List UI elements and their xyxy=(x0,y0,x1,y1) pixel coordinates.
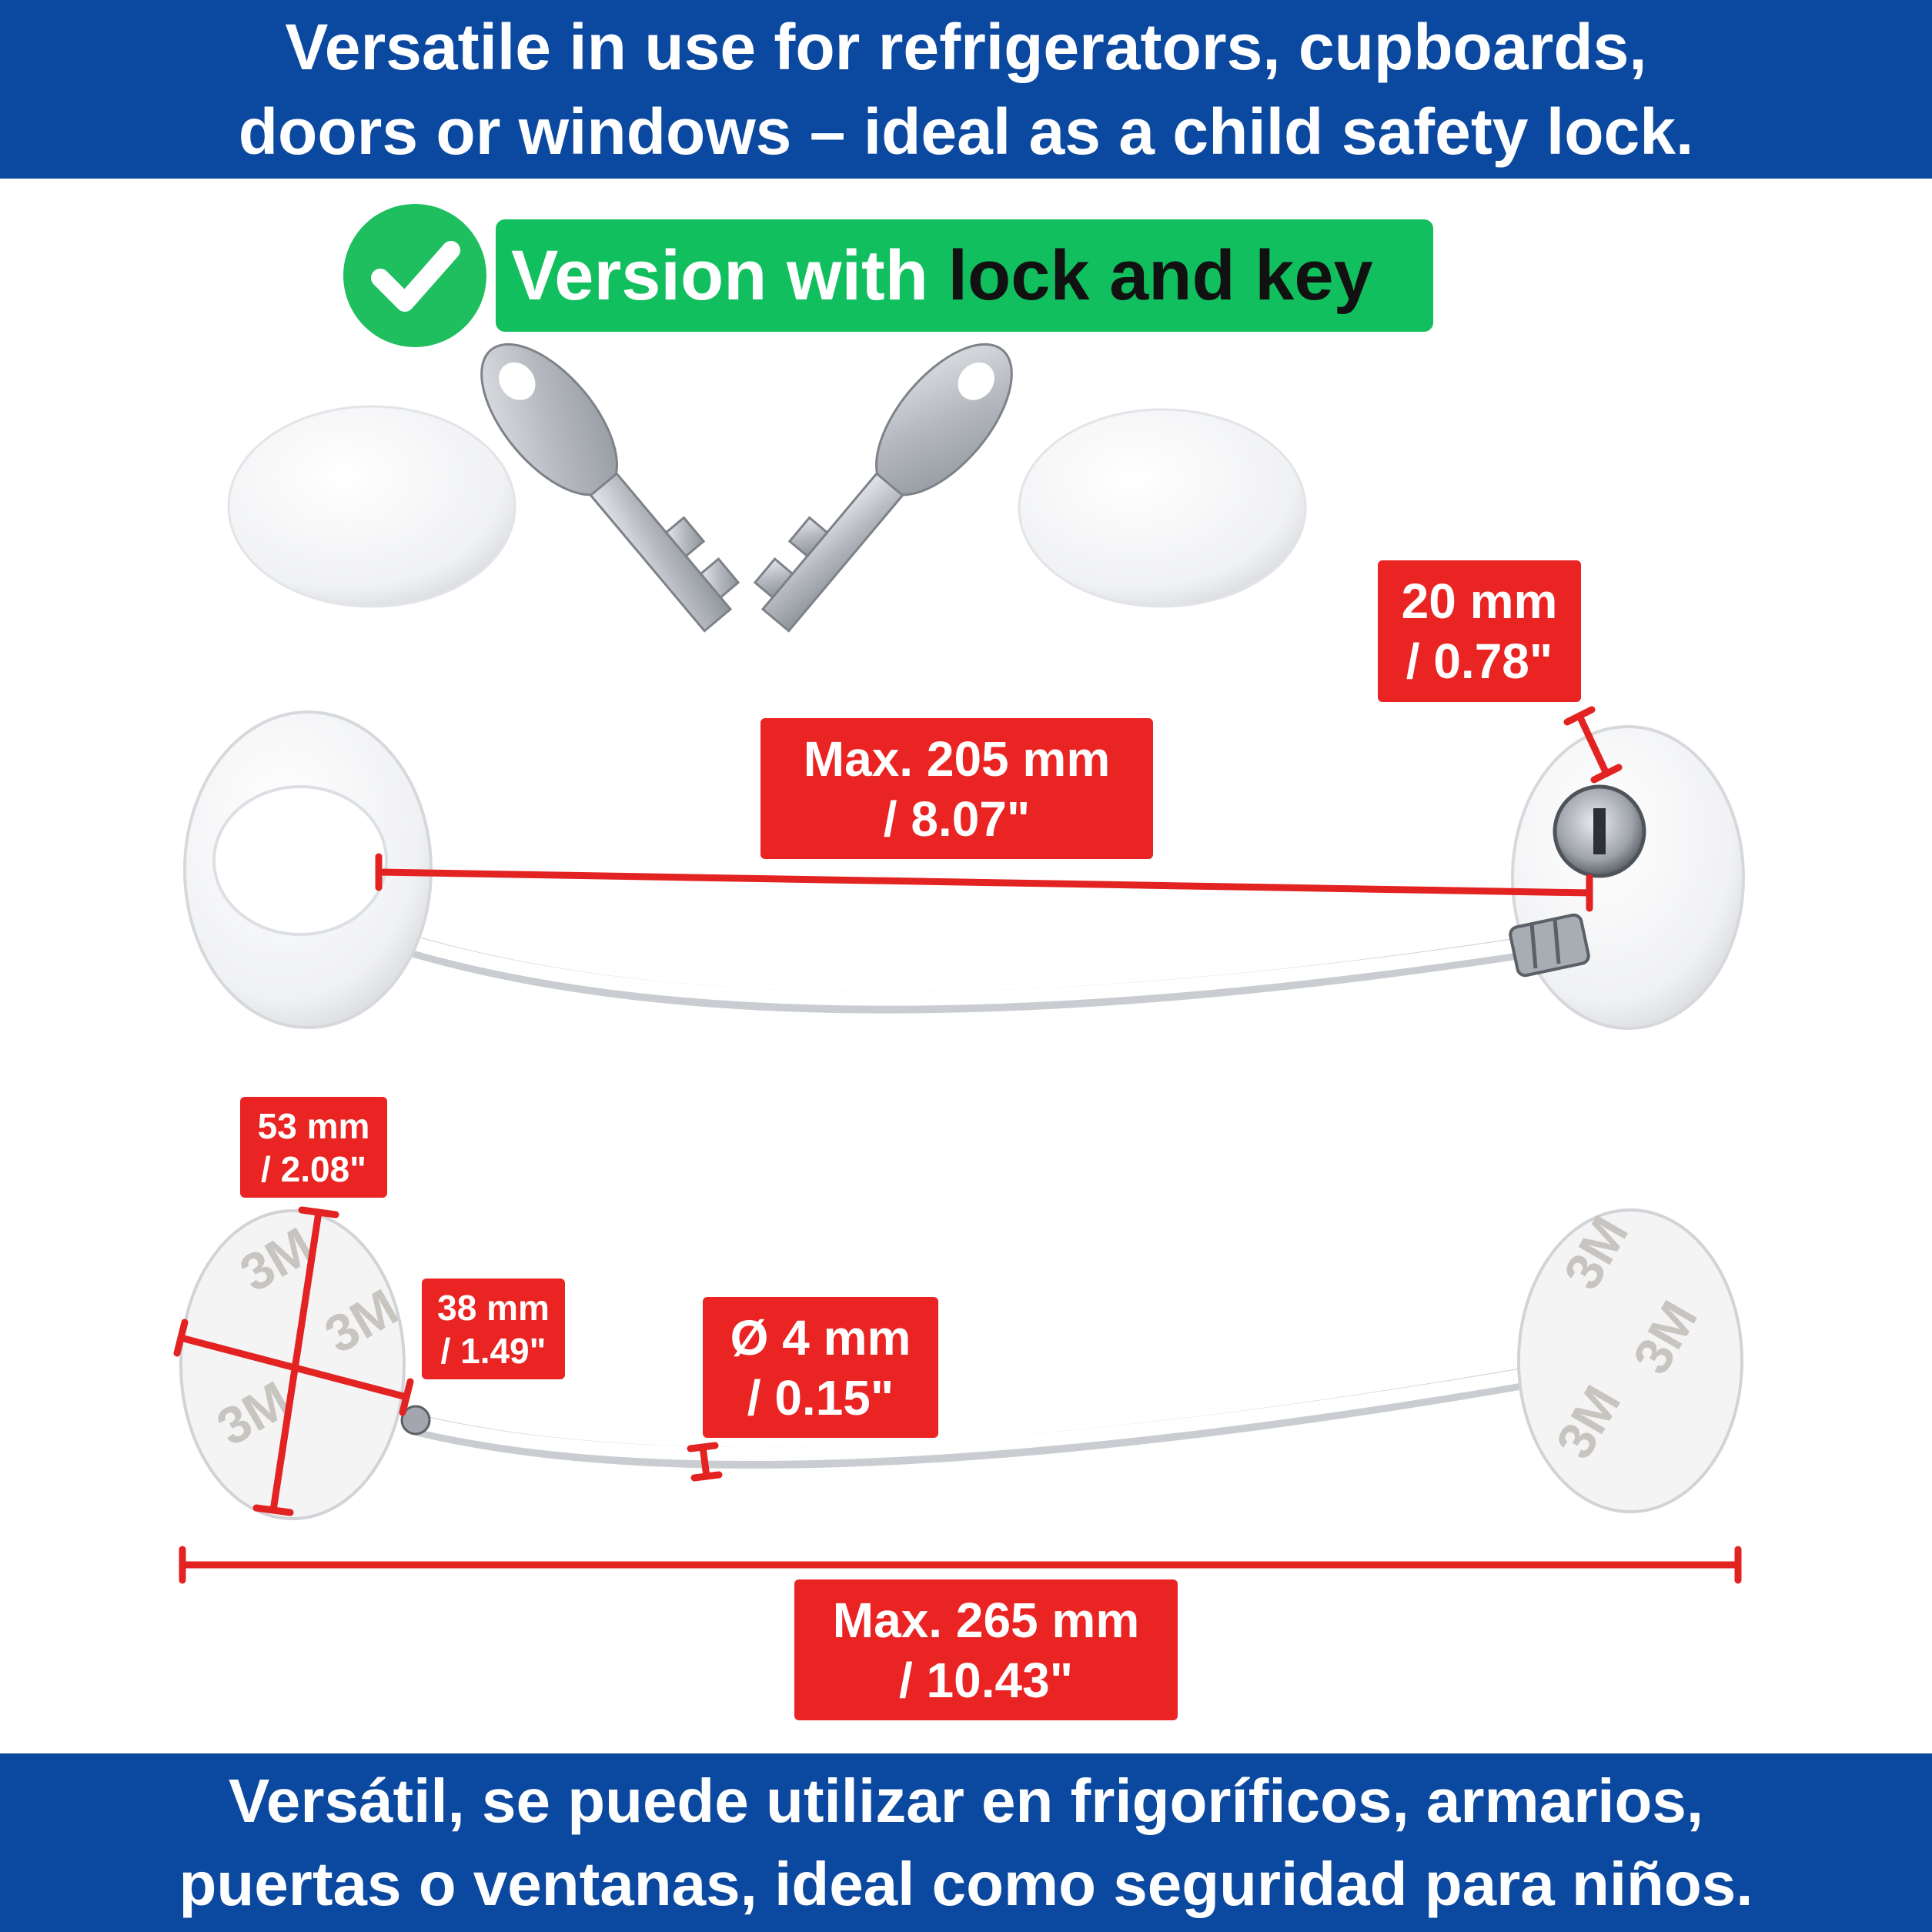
svg-text:3M: 3M xyxy=(207,1369,300,1457)
svg-text:3M: 3M xyxy=(1622,1291,1710,1384)
label-lock-height-line1: 20 mm xyxy=(1401,573,1558,629)
label-pad-width-line2: / 1.49" xyxy=(440,1330,547,1371)
label-lock-height-line2: / 0.78" xyxy=(1406,633,1553,689)
label-cable-diameter xyxy=(703,1297,938,1438)
spare-disc-right xyxy=(1019,409,1305,607)
label-total-length-line2: / 10.43" xyxy=(898,1652,1074,1708)
svg-text:3M: 3M xyxy=(315,1277,408,1365)
label-lock-length xyxy=(760,718,1153,859)
label-lock-height xyxy=(1378,560,1581,702)
footer-line-2: puertas o ventanas, ideal como seguridad para niños. xyxy=(179,1850,1753,1918)
key-icon xyxy=(741,321,1036,648)
label-cable-diameter-line1: Ø 4 mm xyxy=(730,1309,911,1365)
version-text-white: Version with xyxy=(511,236,948,315)
svg-text:3M: 3M xyxy=(230,1215,323,1303)
label-pad-height-line1: 53 mm xyxy=(257,1105,370,1146)
label-pad-width xyxy=(422,1279,565,1379)
measure-line-total-length xyxy=(182,1549,1738,1580)
label-cable-diameter-line2: / 0.15" xyxy=(747,1369,894,1426)
lock-assembly-bottom xyxy=(181,1207,1742,1519)
label-pad-height-line2: / 2.08" xyxy=(261,1148,366,1189)
svg-text:3M: 3M xyxy=(1545,1375,1633,1469)
label-lock-length-line1: Max. 205 mm xyxy=(803,730,1111,787)
measure-line-lock-length xyxy=(379,857,1589,908)
svg-text:3M: 3M xyxy=(1553,1206,1640,1299)
label-total-length-line1: Max. 265 mm xyxy=(832,1592,1140,1648)
footer-banner xyxy=(0,1753,1932,1932)
footer-line-1: Versátil, se puede utilizar en frigoríficos, armarios, xyxy=(228,1767,1704,1835)
spare-disc-left xyxy=(229,406,515,607)
label-lock-length-line2: / 8.07" xyxy=(883,791,1031,847)
header-line-2: doors or windows – ideal as a child safety lock. xyxy=(238,95,1694,168)
header-line-1: Versatile in use for refrigerators, cupboards, xyxy=(285,11,1647,83)
lock-cylinder-icon xyxy=(1555,787,1644,876)
version-text-black: lock and key xyxy=(948,236,1373,315)
label-pad-width-line1: 38 mm xyxy=(437,1287,550,1328)
label-pad-height xyxy=(240,1097,387,1198)
label-total-length xyxy=(794,1579,1178,1720)
